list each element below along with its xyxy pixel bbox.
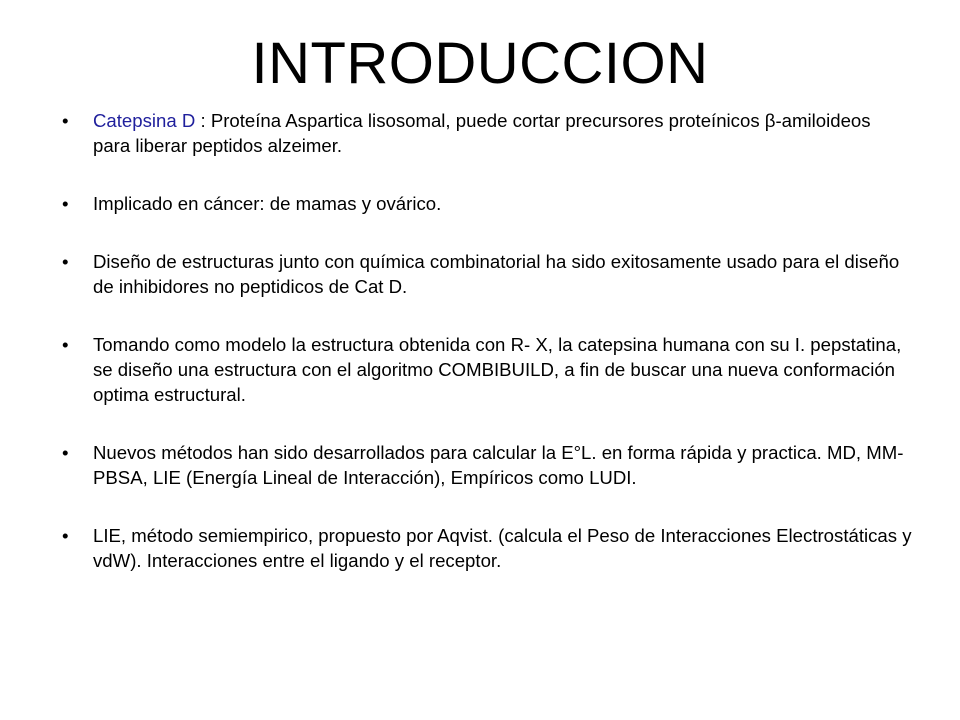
bullet-text: Tomando como modelo la estructura obtenida con R- X, la catepsina humana con su I. pepstatina, se diseño una estructura con el algoritmo COMBIBUILD, a fin de buscar una nueva conformación optima estructural. [93, 334, 902, 405]
bullet-text: Nuevos métodos han sido desarrollados para calcular la E°L. en forma rápida y practica. MD, MM-PBSA, LIE (Energía Lineal de Interacción), Empíricos como LUDI. [93, 442, 904, 488]
bullet-marker: • [62, 442, 69, 463]
bullet-item [62, 440, 912, 490]
bullet-text: : Proteína Aspartica lisosomal, puede cortar precursores proteínicos β-amiloideos para liberar peptidos alzeimer. [93, 110, 871, 156]
slide-title: INTRODUCCION [251, 31, 709, 96]
bullet-text: Implicado en cáncer: de mamas y ovárico. [93, 193, 442, 214]
bullet-term: Catepsina D [93, 110, 196, 131]
bullet-text: LIE, método semiempirico, propuesto por Aqvist. (calcula el Peso de Interacciones Electrostáticas y vdW). Interacciones entre el ligando y el receptor. [93, 525, 912, 571]
bullet-item [62, 249, 912, 299]
bullet-item [62, 523, 912, 573]
bullet-list [62, 108, 912, 606]
bullet-marker: • [62, 110, 69, 131]
bullet-item [62, 332, 912, 407]
bullet-marker: • [62, 193, 69, 214]
bullet-text: Diseño de estructuras junto con química combinatorial ha sido exitosamente usado para el diseño de inhibidores no peptidicos de Cat D. [93, 251, 900, 297]
bullet-marker: • [62, 525, 69, 546]
bullet-marker: • [62, 334, 69, 355]
bullet-item [62, 108, 912, 158]
bullet-item [62, 191, 912, 216]
bullet-marker: • [62, 251, 69, 272]
